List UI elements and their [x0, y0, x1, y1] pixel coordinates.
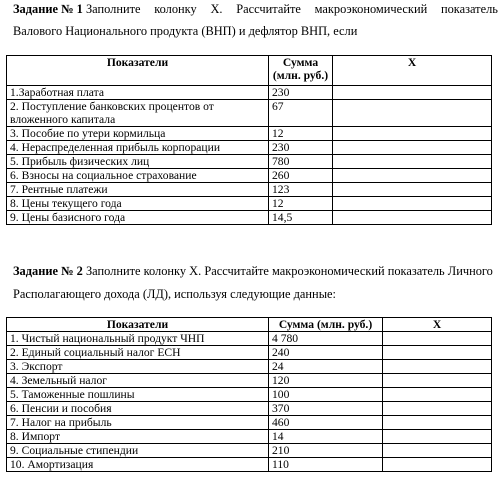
- table-row-value: 24: [269, 360, 383, 374]
- table-row-x[interactable]: [383, 416, 492, 430]
- task1-word: Х.: [210, 2, 223, 16]
- task1-header-sum: Сумма (млн. руб.): [269, 56, 333, 86]
- table-row-label: 4. Земельный налог: [7, 374, 269, 388]
- task2-header-indicators: Показатели: [7, 318, 269, 332]
- task2-line1: [13, 260, 493, 282]
- table-row-value: 100: [269, 388, 383, 402]
- task1-header-x: X: [333, 56, 492, 86]
- table-row-label: 1. Чистый национальный продукт ЧНП: [7, 332, 269, 346]
- table-row-label: 3. Пособие по утери кормильца: [7, 127, 269, 141]
- table-row-x[interactable]: [383, 374, 492, 388]
- table-row-x[interactable]: [383, 402, 492, 416]
- task2-table: [6, 317, 492, 472]
- table-row-value: 123: [269, 183, 333, 197]
- table-row-value: 240: [269, 346, 383, 360]
- table-row-label: 8. Импорт: [7, 430, 269, 444]
- table-row-value: 14,5: [269, 211, 333, 225]
- task2-heading: Задание № 2: [13, 264, 83, 278]
- table-row-label: 7. Налог на прибыль: [7, 416, 269, 430]
- table-row-x[interactable]: [333, 100, 492, 127]
- table-row-x[interactable]: [383, 458, 492, 472]
- table-row-value: 460: [269, 416, 383, 430]
- task1-word: Рассчитайте: [236, 2, 301, 16]
- table-row-label: 5. Таможенные пошлины: [7, 388, 269, 402]
- table-row-value: 14: [269, 430, 383, 444]
- table-row-label: 9. Цены базисного года: [7, 211, 269, 225]
- task2-header-sum: Сумма (млн. руб.): [269, 318, 383, 332]
- table-row-label: 8. Цены текущего года: [7, 197, 269, 211]
- table-row-x[interactable]: [333, 155, 492, 169]
- table-row-x[interactable]: [333, 169, 492, 183]
- task2-line1-text: Заполните колонку Х. Рассчитайте макроэкономический показатель Личного: [85, 264, 493, 278]
- table-row-value: 780: [269, 155, 333, 169]
- task2-line2: Располагающего дохода (ЛД), используя следующие данные:: [13, 287, 336, 301]
- table-row-x[interactable]: [333, 197, 492, 211]
- task1-header-indicators: Показатели: [7, 56, 269, 86]
- table-row-x[interactable]: [333, 127, 492, 141]
- task1-table: [6, 55, 492, 225]
- table-row-value: 370: [269, 402, 383, 416]
- table-row-value: 230: [269, 141, 333, 155]
- table-row-label: 6. Взносы на социальное страхование: [7, 169, 269, 183]
- table-row-x[interactable]: [383, 346, 492, 360]
- table-row-value: 120: [269, 374, 383, 388]
- table-row-x[interactable]: [383, 444, 492, 458]
- table-row-label: 7. Рентные платежи: [7, 183, 269, 197]
- table-row-value: 12: [269, 197, 333, 211]
- table-row-label: 6. Пенсии и пособия: [7, 402, 269, 416]
- task1-word: колонку: [154, 2, 197, 16]
- table-row-x[interactable]: [333, 183, 492, 197]
- table-row-label: 2. Поступление банковских процентов от вложенного капитала: [7, 100, 269, 127]
- task1-line1: [13, 0, 498, 20]
- task1-word: Заполните: [85, 2, 141, 16]
- task2-header-x: X: [383, 318, 492, 332]
- task1-heading: Задание № 1: [13, 2, 83, 16]
- table-row-value: 260: [269, 169, 333, 183]
- table-row-label: 1.Заработная плата: [7, 86, 269, 100]
- table-row-x[interactable]: [383, 360, 492, 374]
- table-row-label: 2. Единый социальный налог ЕСН: [7, 346, 269, 360]
- table-row-label: 5. Прибыль физических лиц: [7, 155, 269, 169]
- table-row-x[interactable]: [383, 388, 492, 402]
- task1-line2: Валового Национального продукта (ВНП) и дефлятор ВНП, если: [13, 24, 358, 38]
- task1-word: макроэкономический: [314, 2, 428, 16]
- table-row-x[interactable]: [383, 332, 492, 346]
- table-row-label: 4. Нераспределенная прибыль корпорации: [7, 141, 269, 155]
- table-row-value: 210: [269, 444, 383, 458]
- table-row-value: 4 780: [269, 332, 383, 346]
- table-row-x[interactable]: [383, 430, 492, 444]
- table-row-label: 10. Амортизация: [7, 458, 269, 472]
- table-row-label: 9. Социальные стипендии: [7, 444, 269, 458]
- table-row-value: 12: [269, 127, 333, 141]
- task1-word: показатель: [440, 2, 498, 16]
- table-row-x[interactable]: [333, 211, 492, 225]
- table-row-label: 3. Экспорт: [7, 360, 269, 374]
- table-row-value: 230: [269, 86, 333, 100]
- table-row-value: 67: [269, 100, 333, 127]
- table-row-x[interactable]: [333, 141, 492, 155]
- table-row-x[interactable]: [333, 86, 492, 100]
- table-row-value: 110: [269, 458, 383, 472]
